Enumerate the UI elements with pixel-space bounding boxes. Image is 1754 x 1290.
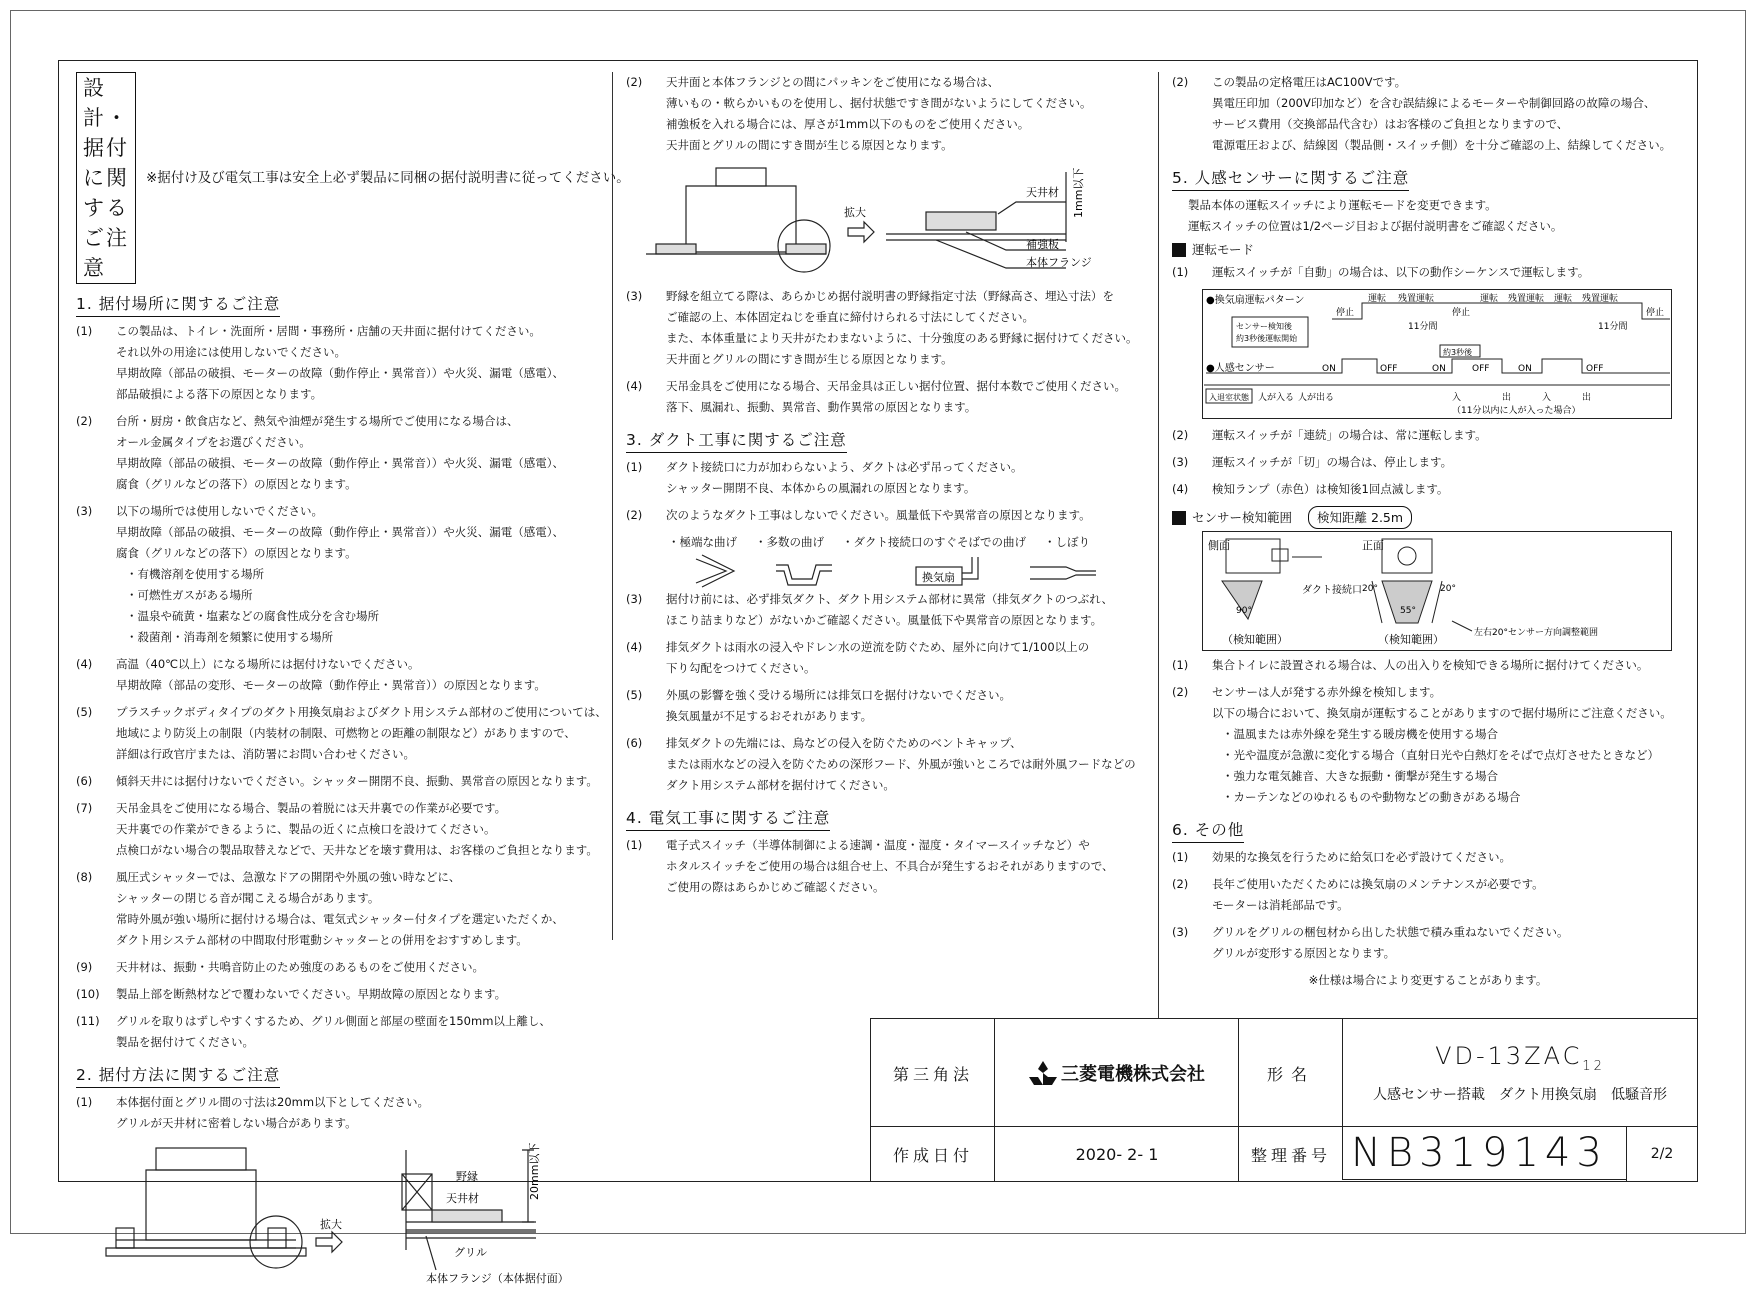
fig2-body: [686, 186, 796, 252]
item-number: (11): [76, 1014, 100, 1028]
item-number: (2): [76, 414, 93, 428]
item-line: 以下の場所では使用しないでください。: [116, 504, 323, 518]
item-line: 部品破損による落下の原因となります。: [116, 387, 323, 401]
fig2-tenjo-label: 天井材: [1026, 186, 1059, 199]
list-item: [76, 702, 607, 765]
list-item: [626, 505, 1146, 526]
bad-example-1: ・極端な曲げ: [668, 535, 737, 549]
item-number: (3): [626, 592, 643, 606]
seq-stop-1: 停止: [1336, 308, 1355, 318]
seq-residual-2: 残置運転: [1508, 294, 1545, 304]
model-description: 人感センサー搭載 ダクト用換気扇 低騒音形: [1373, 1086, 1667, 1103]
column-left: [76, 72, 630, 1290]
column-divider-1: [612, 72, 613, 940]
item-number: (3): [626, 289, 643, 303]
seq-note: （11分以内に人が入った場合）: [1452, 406, 1581, 416]
item-line: 天井面とグリルの間にすき間が生じる原因となります。: [666, 352, 953, 366]
projection-cell: [870, 1018, 995, 1127]
fig2-flange-label: 本体フランジ: [1026, 256, 1092, 269]
item-line: グリルが変形する原因となります。: [1212, 946, 1396, 960]
range-title: センサー検知範囲: [1192, 510, 1293, 525]
duct-sharp-bend-icon: [696, 555, 734, 587]
seq-run-1: 運転: [1368, 294, 1387, 304]
item-line: ホタルスイッチをご使用の場合は組合せ上、不具合が発生するおそれがありますので、: [666, 859, 1114, 873]
safety-note: ※据付け及び電気工事は安全上必ず製品に同梱の据付説明書に従ってください。: [146, 169, 630, 186]
title-block: [870, 1018, 1696, 1180]
item-line: 傾斜天井には据付けないでください。シャッター開閉不良、振動、異常音の原因となります。: [116, 774, 598, 788]
seq-on-2: ON: [1432, 364, 1446, 374]
item-number: (4): [76, 657, 93, 671]
seq-out-label-1: 出: [1502, 393, 1512, 403]
fig2-motor-top: [716, 168, 766, 186]
item-line: 電子式スイッチ（半導体制御による速調・温度・湿度・タイマースイッチなど）や: [666, 838, 1090, 852]
item-line: オール金属タイプをお選びください。: [116, 435, 311, 449]
model-label: 形名: [1266, 1064, 1315, 1084]
section-3-list-a: [626, 457, 1146, 526]
seq-delay-note-2: 約3秒後運転開始: [1236, 334, 1298, 343]
section-5-intro-1: 製品本体の運転スイッチにより運転モードを変更できます。: [1188, 198, 1497, 212]
seq-stop-2: 停止: [1452, 308, 1471, 318]
item-line: または雨水などの浸入を防ぐための深形フード、外風が強いところでは耐外風フードなどの: [666, 757, 1136, 771]
projection-label: 第三角法: [892, 1064, 973, 1084]
range-20-right-label: 20°: [1440, 584, 1456, 594]
range-heading: [1172, 506, 1684, 529]
item-line: シャッターの閉じる音が聞こえる場合があります。: [116, 891, 380, 905]
item-number: (5): [76, 705, 93, 719]
list-item: [626, 835, 1146, 898]
item-number: (4): [626, 640, 643, 654]
model-code: VD-13ZAC: [1435, 1042, 1583, 1071]
item-number: (2): [626, 508, 643, 522]
item-line: ご使用の際はあらかじめご確認ください。: [666, 880, 885, 894]
item-line: この製品は、トイレ・洗面所・居間・事務所・店舗の天井面に据付けてください。: [116, 324, 541, 338]
duct-multi-bend-icon: [776, 565, 832, 585]
duct-near-bend-icon: [962, 557, 978, 579]
list-item: [76, 957, 604, 978]
seq-stop-3: 停止: [1646, 308, 1665, 318]
item-line: 早期故障（部品の破損、モーターの故障（動作停止・異常音））や火災、漏電（感電）、: [116, 525, 565, 539]
seq-residual-1: 残置運転: [1398, 294, 1435, 304]
item-text: 検知ランプ（赤色）は検知後1回点滅します。: [1212, 482, 1449, 496]
item-line: 集合トイレに設置される場合は、人の出入りを検知できる場所に据付けてください。: [1212, 658, 1649, 672]
item-line: サービス費用（交換部品代含む）はお客様のご負担となりますので、: [1212, 117, 1569, 131]
model-suffix: 12: [1582, 1058, 1605, 1074]
model-cell: [1342, 1018, 1698, 1127]
section-4-list-a: [626, 835, 1146, 898]
item-bullet: ・温風または赤外線を発生する暖房機を使用する場合: [1222, 727, 1498, 741]
item-line: 腐食（グリルなどの落下）の原因となります。: [116, 546, 357, 560]
fig2-ceiling-left: [656, 244, 696, 254]
section-6-list: [1172, 847, 1684, 964]
page-title: 設計・据付に関するご注意: [76, 72, 136, 284]
seq-min11-1: 11分間: [1408, 322, 1438, 332]
model-label-cell: [1238, 1018, 1343, 1127]
figure-flange-packing: [626, 162, 1146, 282]
fig2-ceiling-hatch: [926, 212, 996, 230]
list-item: [76, 984, 604, 1005]
item-number: (6): [626, 736, 643, 750]
mode-item: [1172, 479, 1684, 500]
sequence-diagram: [1202, 289, 1672, 419]
list-item: [1172, 72, 1684, 156]
seq-exit-label: 人が出る: [1298, 393, 1335, 403]
item-text: 運転スイッチが「自動」の場合は、以下の動作シーケンスで運転します。: [1212, 265, 1590, 279]
item-line: 台所・厨房・飲食店など、熱気や油煙が発生する場所でご使用になる場合は、: [116, 414, 519, 428]
figure-grill-gap: [76, 1140, 604, 1290]
list-item: [626, 457, 1146, 499]
item-line: 地域により防災上の制限（内装材の制限、可燃物との距離の制限など）がありますので、: [116, 726, 576, 740]
mode-items-rest: [1172, 425, 1684, 500]
fig1-flange: [116, 1240, 296, 1248]
item-line: 排気ダクトの先端には、鳥などの侵入を防ぐためのベントキャップ、: [666, 736, 1022, 750]
seq-pattern-label: ●換気扇運転パターン: [1206, 295, 1305, 306]
item-bullet: ・カーテンなどのゆれるものや動物などの動きがある場合: [1222, 790, 1521, 804]
seq-off-2: OFF: [1472, 364, 1490, 374]
item-line: 外風の影響を強く受ける場所には排気口を据付けないでください。: [666, 688, 1011, 702]
item-text: 運転スイッチが「切」の場合は、停止します。: [1212, 455, 1453, 469]
fig1-leader: [426, 1236, 436, 1270]
section-4-list-b: [1172, 72, 1684, 156]
item-line: 天井面とグリルの間にすき間が生じる原因となります。: [666, 138, 953, 152]
list-item: [1172, 847, 1684, 868]
item-line: 換気風量が不足するおそれがあります。: [666, 709, 873, 723]
fig1-flange-label: 本体フランジ（本体据付面）: [426, 1272, 569, 1285]
fig1-noen-label: 野縁: [456, 1170, 478, 1183]
list-item: [76, 1092, 604, 1134]
item-line: この製品の定格電圧はAC100Vです。: [1212, 75, 1407, 89]
fig1-kakudai-label: 拡大: [320, 1218, 342, 1231]
item-line: 早期故障（部品の変形、モーターの故障（動作停止・異常音））の原因となります。: [116, 678, 546, 692]
section-3-title: 3. ダクト工事に関するご注意: [626, 428, 847, 453]
item-line: モーターは消耗部品です。: [1212, 898, 1349, 912]
bad-example-4: ・しぼり: [1044, 535, 1090, 549]
column-middle: [626, 72, 1146, 904]
item-number: (8): [76, 870, 93, 884]
seq-3sec-label: 約3秒後: [1443, 348, 1473, 357]
item-bullet: ・有機溶剤を使用する場所: [126, 567, 264, 581]
date-value: 2020- 2- 1: [1075, 1144, 1159, 1164]
page-cell: [1626, 1126, 1698, 1182]
item-line: 点検口がない場合の製品取替えなどで、天井などを壊す費用は、お客様のご負担となります。: [116, 843, 598, 857]
item-number: (9): [76, 960, 93, 974]
item-number: (4): [626, 379, 643, 393]
item-line: ほこり詰まりなど）がないかご確認ください。風量低下や異常音の原因となります。: [666, 613, 1103, 627]
item-bullet: ・強力な電気雑音、大きな振動・衝撃が発生する場合: [1222, 769, 1498, 783]
bad-example-3: ・ダクト接続口のすぐそばでの曲げ: [842, 535, 1026, 549]
item-line: プラスチックボディタイプのダクト用換気扇およびダクト用システム部材のご使用については、: [116, 705, 607, 719]
item-line: 高温（40℃以上）になる場所には据付けないでください。: [116, 657, 420, 671]
number-value: NB319143: [1351, 1130, 1608, 1176]
list-item: [1172, 922, 1684, 964]
item-line: 据付け前には、必ず排気ダクト、ダクト用システム部材に異常（排気ダクトのつぶれ、: [666, 592, 1114, 606]
section-3-list-b: [626, 589, 1146, 796]
mode-item: [1172, 425, 1684, 446]
seq-off-3: OFF: [1586, 364, 1604, 374]
section-5-intro-2: 運転スイッチの位置は1/2ページ目および据付説明書をご確認ください。: [1188, 219, 1563, 233]
item-number: (1): [1172, 658, 1189, 672]
section-6-title: 6. その他: [1172, 818, 1244, 843]
item-line: 薄いもの・軟らかいものを使用し、据付状態ですき間がないようにしてください。: [666, 96, 1092, 110]
model-number: [1435, 1042, 1605, 1074]
item-line: 腐食（グリルなどの落下）の原因となります。: [116, 477, 357, 491]
fig1-body: [146, 1170, 256, 1240]
item-number: (3): [1172, 925, 1189, 939]
date-cell: [994, 1126, 1239, 1182]
section-2-list-a: [76, 1092, 604, 1134]
section-1-list: [76, 321, 607, 1053]
fig2-dim-label: 1mm以下: [1072, 167, 1085, 218]
duct-fan-label: 換気扇: [922, 571, 955, 584]
fig2-ceiling-right: [786, 244, 826, 254]
column-right: [1172, 72, 1684, 991]
bad-example-labels: [626, 532, 1146, 553]
section-5-title: 5. 人感センサーに関するご注意: [1172, 166, 1409, 191]
list-item: [626, 376, 1146, 418]
item-bullet: ・光や温度が急激に変化する場合（直射日光や白熱灯をそばで点灯させたときなど）: [1222, 748, 1659, 762]
item-number: (3): [76, 504, 93, 518]
list-item: [626, 733, 1146, 796]
item-number: (1): [626, 460, 643, 474]
item-number: (2): [1172, 685, 1189, 699]
fig1-grill-label: グリル: [454, 1246, 487, 1259]
fig1-arrow: [316, 1232, 342, 1252]
list-item: [76, 867, 604, 951]
item-line: それ以外の用途には使用しないでください。: [116, 345, 346, 359]
item-line: 落下、風漏れ、振動、異常音、動作異常の原因となります。: [666, 400, 977, 414]
seq-enter-label: 人が入る: [1258, 393, 1295, 403]
range-adjust-leader: [1452, 621, 1472, 631]
item-number: (1): [76, 324, 93, 338]
list-item: [626, 589, 1146, 631]
range-distance: 検知距離 2.5m: [1308, 506, 1412, 529]
seq-on-1: ON: [1322, 364, 1336, 374]
item-line: 常時外風が強い場所に据付ける場合は、電気式シャッター付タイプを選定いただくか、: [116, 912, 564, 926]
item-text: 運転スイッチが「連続」の場合は、常に運転します。: [1212, 428, 1487, 442]
range-20-left-label: 20°: [1362, 584, 1378, 594]
seq-pattern-line: [1332, 303, 1670, 319]
square-bullet-icon: [1172, 511, 1186, 525]
list-item: [76, 771, 604, 792]
mode-title: 運転モード: [1192, 242, 1255, 257]
range-front-cone: [1382, 581, 1432, 623]
number-cell: [1342, 1126, 1626, 1180]
item-number: (10): [76, 987, 100, 1001]
seq-in-label-1: 入: [1452, 393, 1462, 403]
item-line: 天井材は、振動・共鳴音防止のため強度のあるものをご使用ください。: [116, 960, 484, 974]
number-label-cell: [1238, 1126, 1343, 1182]
item-line: また、本体重量により天井がたわまないように、十分強度のある野縁に据付けてください。: [666, 331, 1138, 345]
list-item: [626, 72, 1146, 156]
range-front-sensor: [1398, 547, 1416, 565]
list-item: [76, 411, 604, 495]
section-1-title: 1. 据付場所に関するご注意: [76, 292, 280, 317]
fig1-block-right: [268, 1228, 286, 1248]
figure-bad-ducts: [626, 553, 1146, 589]
fig1-grill-lines: [406, 1232, 536, 1238]
seq-on-3: ON: [1518, 364, 1532, 374]
range-front-caption: （検知範囲）: [1378, 633, 1444, 646]
item-number: (7): [76, 801, 93, 815]
number-label: 整理番号: [1250, 1145, 1331, 1165]
list-item: [1172, 874, 1684, 916]
item-line: センサーは人が発する赤外線を検知します。: [1212, 685, 1442, 699]
range-90-label: 90°: [1236, 606, 1252, 616]
item-number: (1): [76, 1095, 93, 1109]
item-line: 次のようなダクト工事はしないでください。風量低下や異常音の原因となります。: [666, 508, 1091, 522]
date-label: 作成日付: [892, 1145, 973, 1165]
range-side-label: 側面: [1208, 539, 1230, 552]
item-line: 排気ダクトは雨水の浸入やドレン水の逆流を防ぐため、屋外に向けて1/100以上の: [666, 640, 1090, 654]
item-line: 効果的な換気を行うために給気口を必ず設けてください。: [1212, 850, 1511, 864]
bad-example-2: ・多数の曲げ: [755, 535, 824, 549]
company-cell: [994, 1018, 1239, 1127]
mode-heading: [1172, 239, 1684, 260]
item-number: (1): [1172, 850, 1189, 864]
item-line: 製品上部を断熱材などで覆わないでください。早期故障の原因となります。: [116, 987, 507, 1001]
seq-min11-2: 11分間: [1598, 322, 1628, 332]
item-line: ダクト用システム部材の中間取付形電動シャッターとの併用をおすすめします。: [116, 933, 528, 947]
section-5-list: [1172, 655, 1684, 808]
section-2-list-c: [626, 286, 1146, 418]
square-bullet-icon: [1172, 243, 1186, 257]
date-label-cell: [870, 1126, 995, 1182]
item-number: (1): [626, 838, 643, 852]
item-number: (1): [1172, 265, 1189, 279]
fig1-grill: [106, 1248, 306, 1256]
seq-out-label-2: 出: [1582, 393, 1592, 403]
fig1-detail-circle: [250, 1216, 302, 1268]
fig2-kakudai-label: 拡大: [844, 206, 866, 219]
page-number: 2/2: [1650, 1146, 1674, 1162]
list-item: [76, 798, 604, 861]
section-2-title: 2. 据付方法に関するご注意: [76, 1063, 280, 1088]
seq-residual-3: 残置運転: [1582, 294, 1619, 304]
item-line: 下り勾配をつけてください。: [666, 661, 816, 675]
item-line: シャッター開閉不良、本体からの風漏れの原因となります。: [666, 481, 976, 495]
list-item: [626, 685, 1146, 727]
item-bullet: ・温泉や硫黄・塩素などの腐食性成分を含む場所: [126, 609, 379, 623]
seq-run-2: 運転: [1480, 294, 1499, 304]
item-line: グリルを取りはずしやすくするため、グリル側面と部屋の壁面を150mm以上離し、: [116, 1014, 551, 1028]
fig1-tenjo-label: 天井材: [446, 1192, 479, 1205]
mode-item: [1172, 452, 1684, 473]
fig2-leader-tenjo: [998, 202, 1066, 214]
item-number: (2): [1172, 877, 1189, 891]
item-number: (4): [1172, 482, 1189, 496]
item-line: 天井面と本体フランジとの間にパッキンをご使用になる場合は、: [666, 75, 1000, 89]
mode-item: [1172, 262, 1684, 283]
item-line: 電源電圧および、結線図（製品側・スイッチ側）を十分ご確認の上、結線してください。: [1212, 138, 1672, 152]
sensor-range-diagram: [1202, 531, 1672, 651]
item-line: 天吊金具をご使用になる場合、製品の着脱には天井裏での作業が必要です。: [116, 801, 507, 815]
item-number: (3): [1172, 455, 1189, 469]
item-line: グリルをグリルの梱包材から出した状態で積み重ねないでください。: [1212, 925, 1569, 939]
list-item: [626, 286, 1146, 370]
item-line: ダクト用システム部材を据付けてください。: [666, 778, 895, 792]
company-name: 三菱電機株式会社: [1061, 1064, 1205, 1085]
fig2-hokyo-label: 補強板: [1026, 238, 1059, 251]
column-divider-2: [1158, 72, 1159, 1018]
item-line: 詳細は行政官庁または、消防署にお問い合わせください。: [116, 747, 415, 761]
item-bullet: ・殺菌剤・消毒剤を頻繁に使用する場所: [126, 630, 333, 644]
list-item: [76, 1011, 604, 1053]
list-item: [76, 654, 604, 696]
item-number: (6): [76, 774, 93, 788]
item-number: (2): [1172, 428, 1189, 442]
fig1-block-left: [116, 1228, 134, 1248]
item-line: 天吊金具をご使用になる場合、天吊金具は正しい据付位置、据付本数でご使用ください。: [666, 379, 1126, 393]
seq-in-label-2: 入: [1542, 393, 1552, 403]
range-adjust-label: 左右20°センサー方向調整範囲: [1474, 628, 1598, 638]
seq-sensor-label: ●人感センサー: [1206, 363, 1275, 374]
spec-note: ※仕様は場合により変更することがあります。: [1308, 973, 1548, 987]
item-line: ご確認の上、本体固定ねじを垂直に締付けられる寸法にしてください。: [666, 310, 1034, 324]
item-line: 製品を据付けてください。: [116, 1035, 254, 1049]
list-item: [76, 321, 604, 405]
range-front-label: 正面: [1362, 539, 1384, 552]
item-bullet: ・可燃性ガスがある場所: [126, 588, 253, 602]
item-line: 本体据付面とグリル間の寸法は20mm以下としてください。: [116, 1095, 430, 1109]
list-item: [1172, 682, 1684, 808]
mitsubishi-logo-icon: [1029, 1060, 1057, 1086]
item-line: 以下の場合において、換気扇が運転することがありますので据付場所にご注意ください。: [1212, 706, 1672, 720]
fig1-dim-label: 20mm以下: [528, 1142, 541, 1200]
item-line: 早期故障（部品の破損、モーターの故障（動作停止・異常音））や火災、漏電（感電）、: [116, 456, 565, 470]
fig2-arrow: [848, 222, 874, 242]
item-line: 異電圧印加（200V印加など）を含む誤結線によるモーターや制御回路の故障の場合、: [1212, 96, 1656, 110]
range-duct-label: ダクト接続口: [1302, 585, 1362, 596]
range-55-label: 55°: [1400, 606, 1416, 616]
range-side-caption: （検知範囲）: [1222, 633, 1288, 646]
item-line: ダクト接続口に力が加わらないよう、ダクトは必ず吊ってください。: [666, 460, 1023, 474]
item-line: 早期故障（部品の破損、モーターの故障（動作停止・異常音））や火災、漏電（感電）、: [116, 366, 565, 380]
section-2-list-b: [626, 72, 1146, 156]
list-item: [626, 637, 1146, 679]
item-number: (2): [626, 75, 643, 89]
seq-run-3: 運転: [1554, 294, 1573, 304]
section-4-title: 4. 電気工事に関するご注意: [626, 806, 830, 831]
item-line: 長年ご使用いただくためには換気扇のメンテナンスが必要です。: [1212, 877, 1544, 891]
fig1-ceiling-hatch: [432, 1210, 502, 1222]
list-item: [76, 501, 604, 648]
item-line: 風圧式シャッターでは、急激なドアの開閉や外風の強い時などに、: [116, 870, 461, 884]
item-line: グリルが天井材に密着しない場合があります。: [116, 1116, 357, 1130]
seq-off-1: OFF: [1380, 364, 1398, 374]
duct-narrow-icon: [1030, 567, 1096, 579]
item-number: (2): [1172, 75, 1189, 89]
list-item: [1172, 655, 1684, 676]
item-line: 補強板を入れる場合には、厚さが1mm以下のものをご使用ください。: [666, 117, 1030, 131]
item-line: 天井裏での作業ができるように、製品の近くに点検口を設けてください。: [116, 822, 496, 836]
item-number: (5): [626, 688, 643, 702]
range-front-body: [1382, 539, 1432, 573]
item-line: 野縁を組立てる際は、あらかじめ据付説明書の野縁指定寸法（野縁高さ、埋込寸法）を: [666, 289, 1115, 303]
fig1-motor-top: [156, 1148, 246, 1170]
seq-room-label: 入退室状態: [1209, 393, 1249, 402]
seq-delay-note-1: センサー検知後: [1236, 322, 1292, 331]
